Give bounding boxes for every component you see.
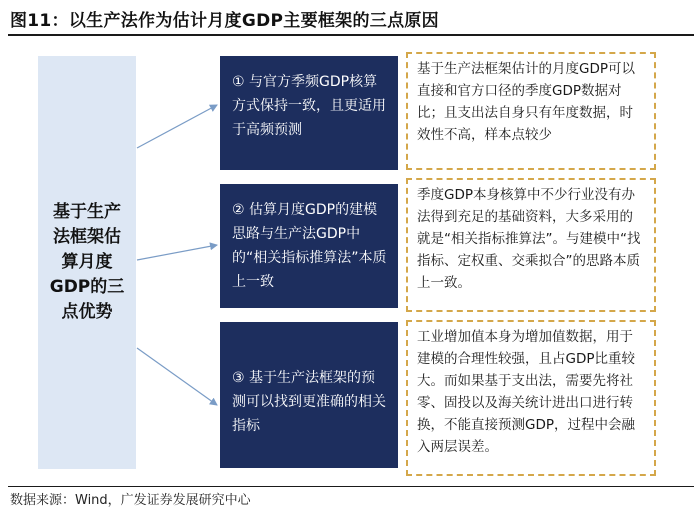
- detail-box-3: 工业增加值本身为增加值数据，用于建模的合理性较强，且占GDP比重较大。而如果基于支出法，需要先将社零、固投以及海关统计进出口进行转换，不能直接预测GDP，过程中会融入两层误差。: [406, 320, 656, 476]
- detail-box-2: 季度GDP本身核算中不少行业没有办法得到充足的基础资料，大多采用的就是“相关指标推算法”。与建模中“找指标、定权重、交乘拟合”的思路本质上一致。: [406, 178, 656, 312]
- arrow-3: [137, 348, 217, 405]
- reason-box-3: ③ 基于生产法框架的预测可以找到更准确的相关指标: [220, 322, 398, 468]
- arrow-2: [137, 245, 217, 260]
- figure-title: 图11：以生产法作为估计月度GDP主要框架的三点原因: [10, 11, 439, 31]
- left-summary-box: [38, 56, 136, 469]
- source-note: 数据来源：Wind，广发证券发展研究中心: [10, 493, 251, 508]
- detail-box-1: 基于生产法框架估计的月度GDP可以直接和官方口径的季度GDP数据对比；且支出法自身只有年度数据，时效性不高，样本点较少: [406, 52, 656, 170]
- reason-box-2: ② 估算月度GDP的建模思路与生产法GDP中的“相关指标推算法”本质上一致: [220, 184, 398, 308]
- arrow-1: [137, 105, 217, 148]
- left-summary-text: 基于生产法框架估算月度GDP的三点优势: [49, 202, 125, 322]
- bottom-rule: [8, 486, 694, 487]
- reason-box-1: ① 与官方季频GDP核算方式保持一致，且更适用于高频预测: [220, 56, 398, 170]
